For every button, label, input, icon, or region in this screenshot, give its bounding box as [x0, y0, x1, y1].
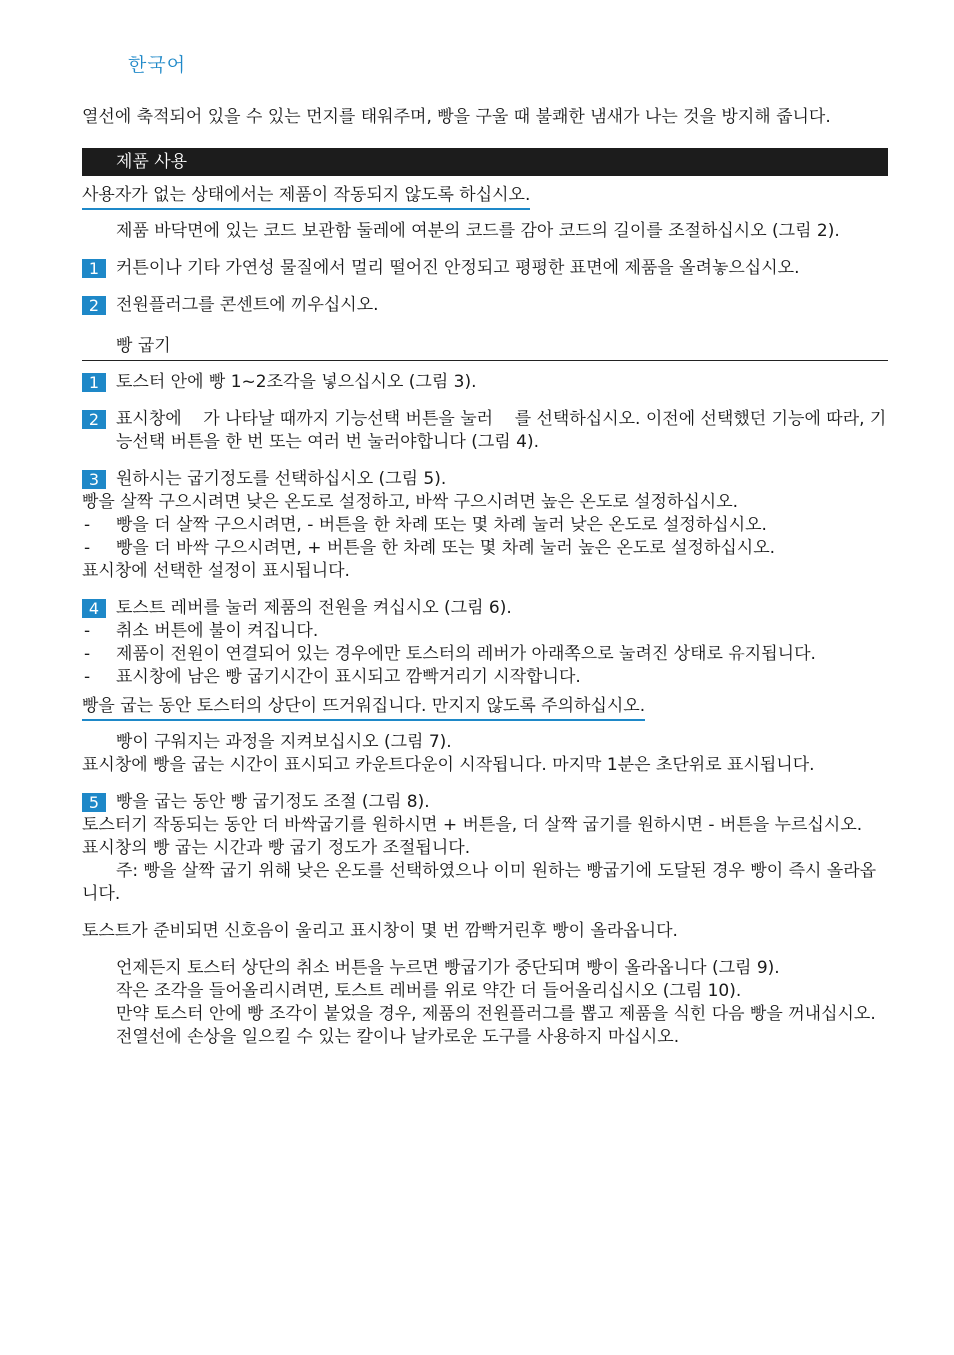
step-number-badge: 2 — [82, 296, 106, 315]
toast-step-2 — [82, 408, 888, 454]
toast-step-3 — [82, 468, 888, 491]
toast-step-1 — [82, 371, 888, 394]
dash-text: 빵을 더 살짝 구으시려면, - 버튼을 한 차례 또는 몇 차례 눌러 낮은 온도로 설정하십시오. — [116, 515, 767, 535]
warning-unattended: 사용자가 없는 상태에서는 제품이 작동되지 않도록 하십시오. — [82, 184, 530, 210]
step-text: 빵을 굽는 동안 빵 굽기정도 조절 (그림 8). — [116, 792, 430, 812]
step-number-badge: 1 — [82, 259, 106, 278]
section-header-toasting: 빵 굽기 — [82, 335, 888, 361]
watch-instruction: 빵이 구워지는 과정을 지켜보십시오 (그림 7). — [116, 732, 452, 752]
language-label: 한국어 — [128, 54, 187, 76]
step-text: 토스트 레버를 눌러 제품의 전원을 켜십시오 (그림 6). — [116, 598, 512, 618]
step-3-note: 표시창에 선택한 설정이 표시됩니다. — [82, 561, 350, 581]
step-text: 커튼이나 기타 가연성 물질에서 멀리 떨어진 안정되고 평평한 표면에 제품을 올려놓으십시오. — [116, 258, 800, 278]
step-5-description: 토스터기 작동되는 동안 더 바싹굽기를 원하시면 + 버튼을, 더 살짝 굽기를 원하시면 - 버튼을 누르십시오. — [82, 815, 863, 835]
step-5-note: 표시창의 빵 굽는 시간과 빵 굽기 정도가 조절됩니다. — [82, 838, 471, 858]
dash-item: - 빵을 더 바싹 구으시려면, + 버튼을 한 차례 또는 몇 차례 눌러 높은 온도로 설정하십시오. — [84, 538, 776, 558]
step-text: 표시창에 가 나타날 때까지 기능선택 버튼을 눌러 를 선택하십시오. 이전에 선택했던 기능에 따라, 기능선택 버튼을 한 번 또는 여러 번 눌러야합니다 (그림 4). — [116, 409, 887, 452]
step-5-tip: 주: 빵을 살짝 굽기 위해 낮은 온도를 선택하였으나 이미 원하는 빵굽기에 도달된 경우 빵이 즉시 올라옵니다. — [82, 861, 877, 904]
step-number-badge: 1 — [82, 373, 106, 392]
setup-step-1 — [82, 257, 888, 280]
dash-item: - 제품이 전원이 연결되어 있는 경우에만 토스터의 레버가 아래쪽으로 눌려진 상태로 유지됩니다. — [84, 644, 816, 664]
tip-stuck-bread: 만약 토스터 안에 빵 조각이 붙었을 경우, 제품의 전원플러그를 뽑고 제품을 식힌 다음 빵을 꺼내십시오. 전열선에 손상을 일으킬 수 있는 칼이나 날카로운 도구를 사용하지 마십시오. — [116, 1004, 876, 1047]
section-header-product-use: 제품 사용 — [82, 148, 888, 176]
setup-step-2 — [82, 294, 888, 317]
step-text: 원하시는 굽기정도를 선택하십시오 (그림 5). — [116, 469, 447, 489]
intro-paragraph: 열선에 축적되어 있을 수 있는 먼지를 태워주며, 빵을 구울 때 불쾌한 냄새가 나는 것을 방지해 줍니다. — [82, 107, 831, 127]
step-text: 전원플러그를 콘센트에 끼우십시오. — [116, 295, 379, 315]
countdown-info: 표시창에 빵을 굽는 시간이 표시되고 카운트다운이 시작됩니다. 마지막 1분은 초단위로 표시됩니다. — [82, 755, 815, 775]
manual-content — [82, 106, 888, 1049]
step-number-badge: 5 — [82, 793, 106, 812]
step-number-badge: 3 — [82, 470, 106, 489]
dash-item: - 빵을 더 살짝 구으시려면, - 버튼을 한 차례 또는 몇 차례 눌러 낮은 온도로 설정하십시오. — [84, 515, 767, 535]
dash-text: 제품이 전원이 연결되어 있는 경우에만 토스터의 레버가 아래쪽으로 눌려진 상태로 유지됩니다. — [116, 644, 816, 664]
tip-small-pieces: 작은 조각을 들어올리시려면, 토스트 레버를 위로 약간 더 들어올리십시오 (그림 10). — [116, 981, 742, 1001]
dash-item: - 취소 버튼에 불이 켜집니다. — [84, 621, 319, 641]
warning-hot-surface: 빵을 굽는 동안 토스터의 상단이 뜨거워집니다. 만지지 않도록 주의하십시오. — [82, 695, 645, 721]
cord-instruction: 제품 바닥면에 있는 코드 보관함 둘레에 여분의 코드를 감아 코드의 길이를 조절하십시오 (그림 2). — [116, 221, 840, 241]
dash-text: 표시창에 남은 빵 굽기시간이 표시되고 깜빡거리기 시작합니다. — [116, 667, 581, 687]
dash-text: 취소 버튼에 불이 켜집니다. — [116, 621, 319, 641]
toast-step-5 — [82, 791, 888, 814]
ready-info: 토스트가 준비되면 신호음이 울리고 표시창이 몇 번 깜빡거린후 빵이 올라옵니다. — [82, 921, 678, 941]
step-number-badge: 2 — [82, 410, 106, 429]
step-3-description: 빵을 살짝 구으시려면 낮은 온도로 설정하고, 바싹 구으시려면 높은 온도로 설정하십시오. — [82, 492, 739, 512]
step-number-badge: 4 — [82, 599, 106, 618]
tip-cancel: 언제든지 토스터 상단의 취소 버튼을 누르면 빵굽기가 중단되며 빵이 올라옵니다 (그림 9). — [116, 958, 780, 978]
dash-text: 빵을 더 바싹 구으시려면, + 버튼을 한 차례 또는 몇 차례 눌러 높은 온도로 설정하십시오. — [116, 538, 776, 558]
toast-step-4 — [82, 597, 888, 620]
step-text: 토스터 안에 빵 1~2조각을 넣으십시오 (그림 3). — [116, 372, 477, 392]
dash-item: - 표시창에 남은 빵 굽기시간이 표시되고 깜빡거리기 시작합니다. — [84, 667, 581, 687]
